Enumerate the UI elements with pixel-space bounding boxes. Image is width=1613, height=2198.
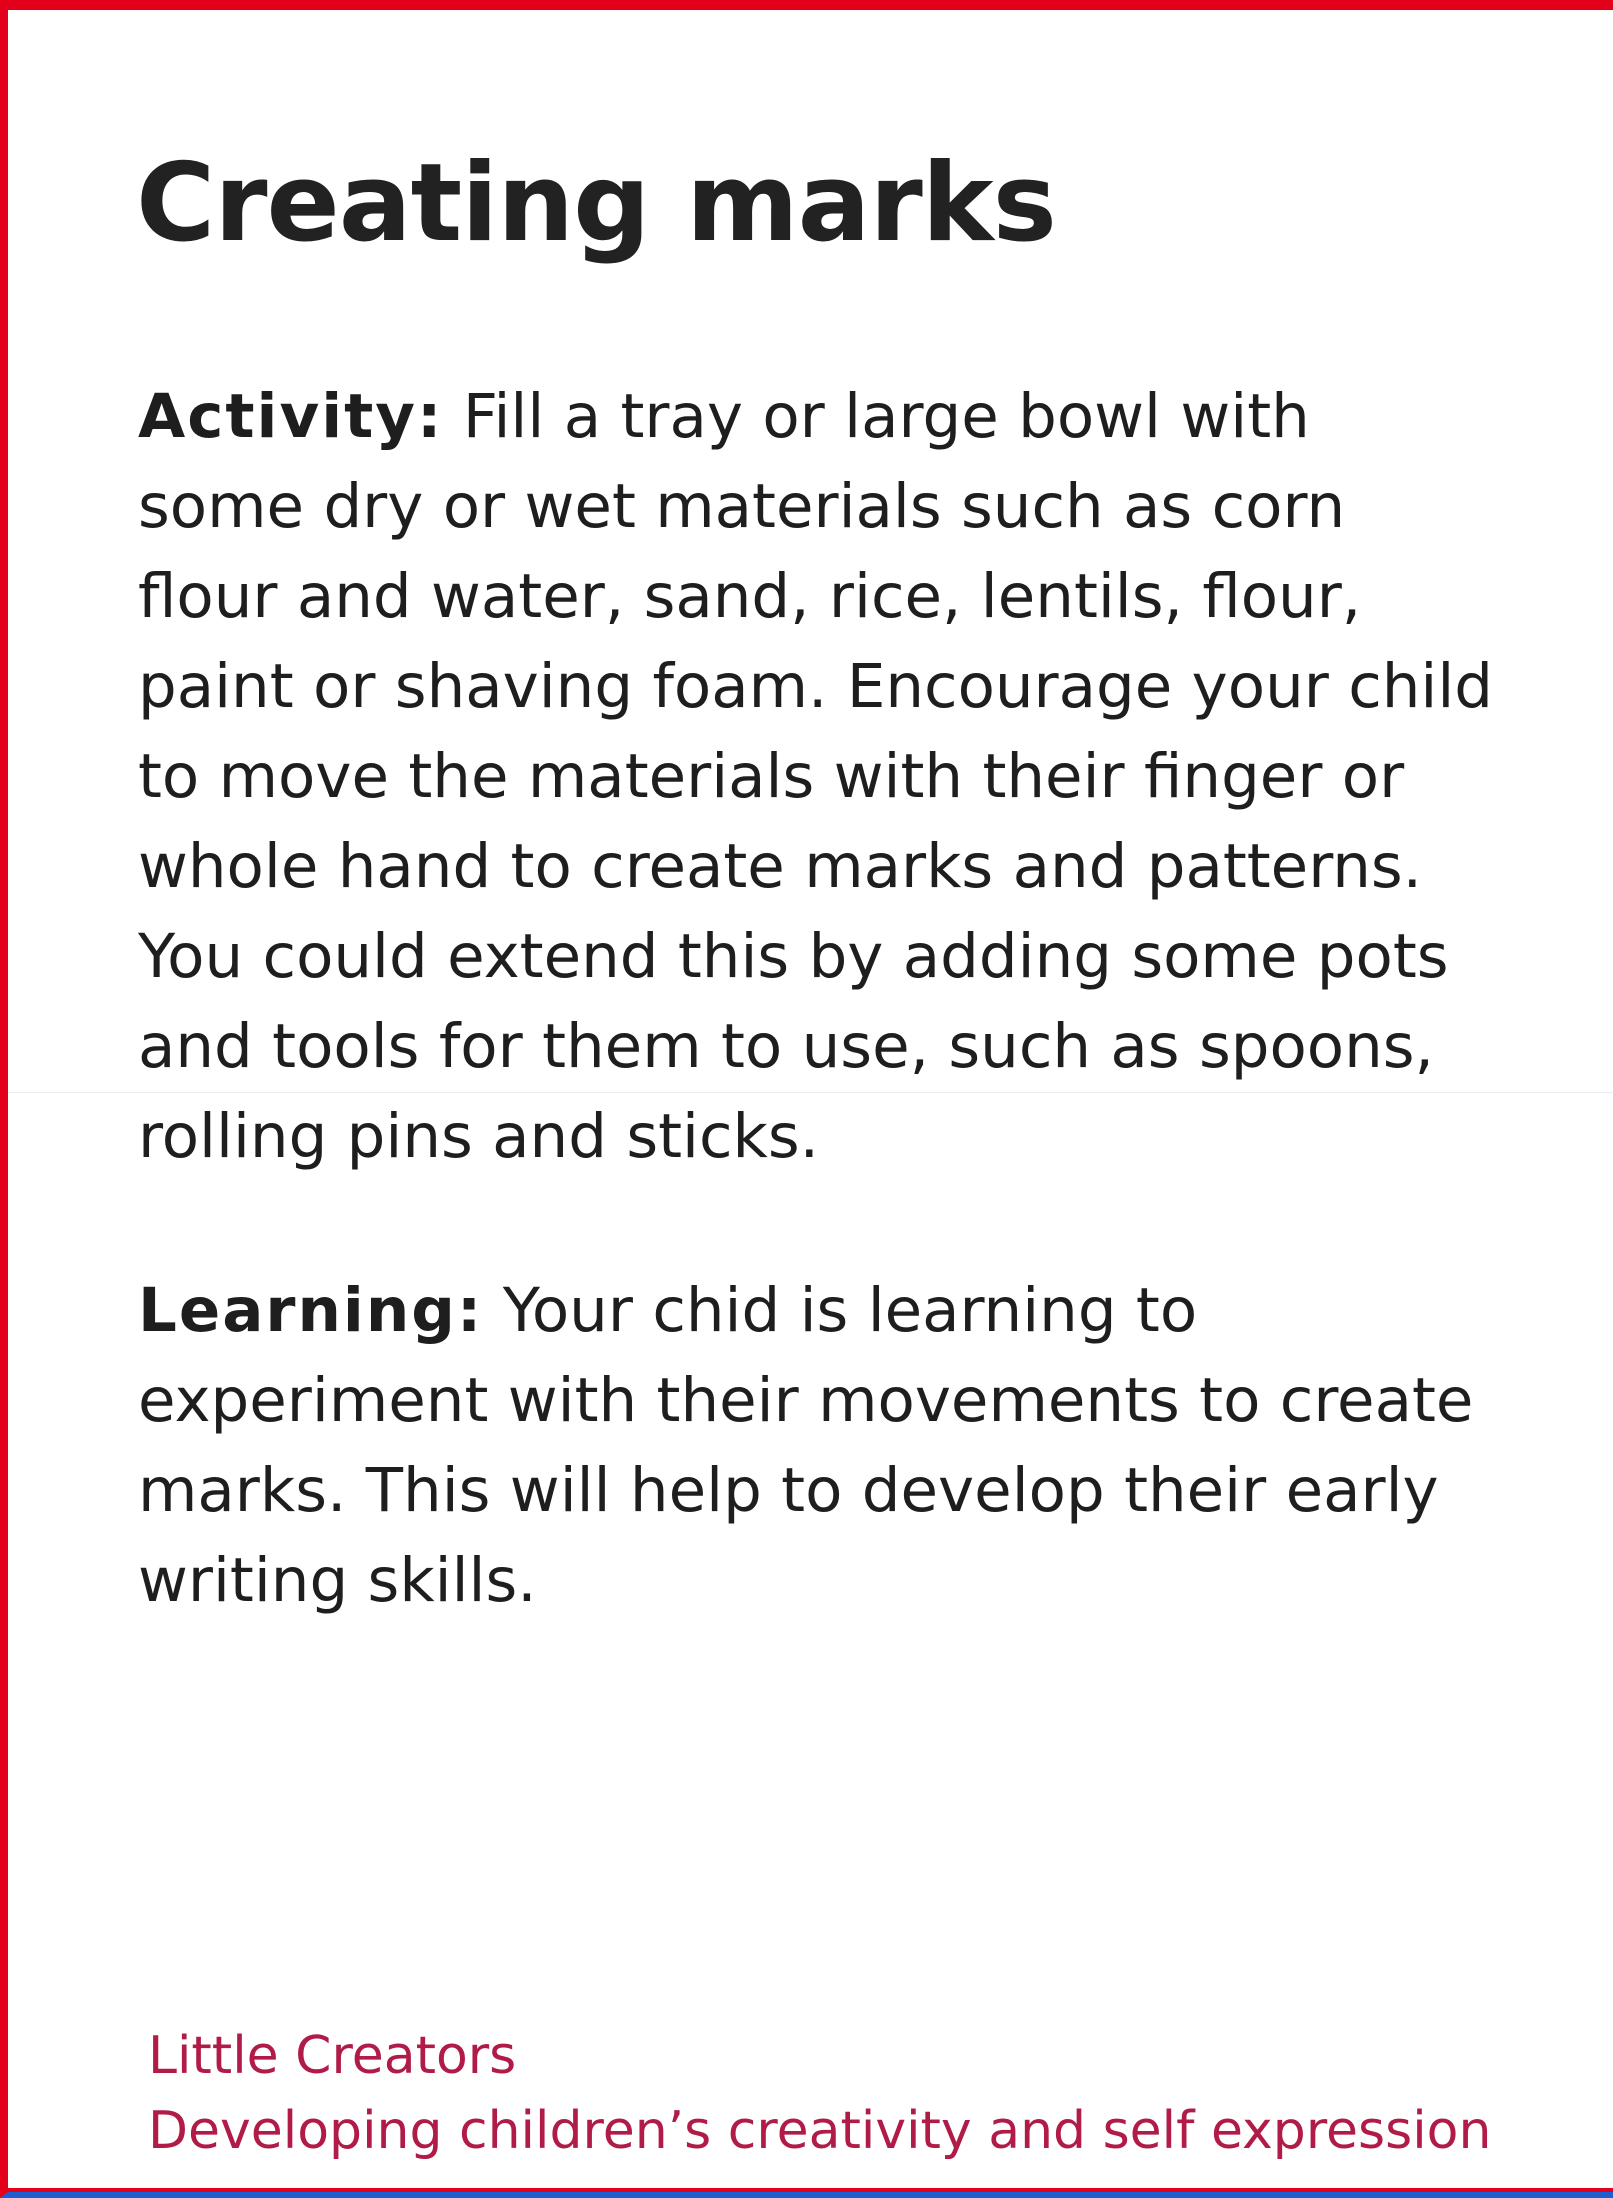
- activity-text-line: paint or shaving foam. Encourage your child: [138, 651, 1494, 722]
- series-title: Little Creators: [148, 2026, 517, 2086]
- activity-paragraph: [138, 372, 1598, 1182]
- activity-text-line: whole hand to create marks and patterns.: [138, 831, 1423, 902]
- learning-text-line: writing skills.: [138, 1545, 537, 1616]
- learning-label: Learning:: [138, 1275, 484, 1346]
- activity-text-line: Fill a tray or large bowl with: [462, 381, 1310, 452]
- learning-paragraph: [138, 1266, 1598, 1626]
- activity-text-line: some dry or wet materials such as corn: [138, 471, 1346, 542]
- series-footer: [148, 2020, 1491, 2170]
- learning-line-1: [138, 1266, 1598, 1356]
- learning-text-line: marks. This will help to develop their early: [138, 1455, 1439, 1526]
- learning-text-line: experiment with their movements to create: [138, 1365, 1474, 1436]
- activity-text-line: rolling pins and sticks.: [138, 1101, 820, 1172]
- bottom-red-edge: [8, 2188, 1613, 2192]
- activity-text-line: flour and water, sand, rice, lentils, flour,: [138, 561, 1362, 632]
- activity-text-line: and tools for them to use, such as spoons,: [138, 1011, 1434, 1082]
- card-title: Creating marks: [136, 141, 1056, 266]
- activity-line-1: [138, 372, 1598, 462]
- series-subtitle: Developing children’s creativity and self expression: [148, 2101, 1492, 2161]
- activity-label: Activity:: [138, 381, 444, 452]
- learning-text-line: Your chid is learning to: [502, 1275, 1198, 1346]
- activity-text-line: You could extend this by adding some pots: [138, 921, 1449, 992]
- activity-text-line: to move the materials with their finger or: [138, 741, 1405, 812]
